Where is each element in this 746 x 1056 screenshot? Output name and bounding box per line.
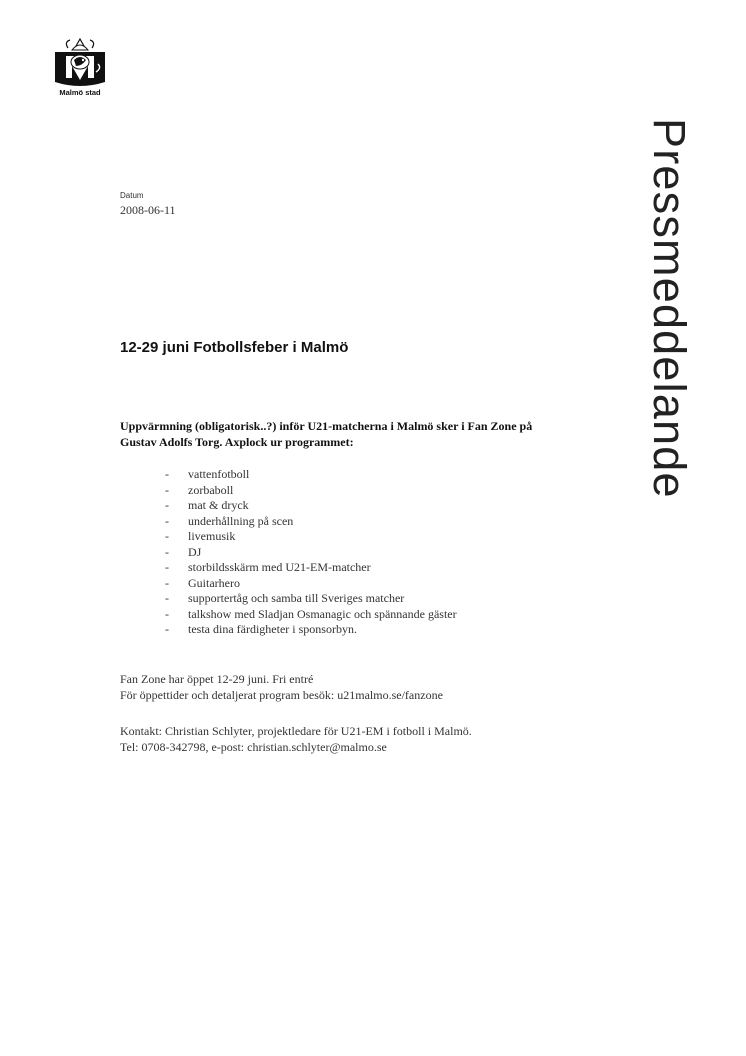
bullet-dash: - xyxy=(165,529,169,543)
bullet-dash: - xyxy=(165,467,169,481)
program-list xyxy=(165,467,457,638)
intro-paragraph: Uppvärmning (obligatorisk..?) inför U21-matcherna i Malmö sker i Fan Zone på Gustav Adolfs Torg. Axplock ur programmet: xyxy=(120,419,533,449)
list-item-text: livemusik xyxy=(188,529,236,543)
list-item-text: vattenfotboll xyxy=(188,467,250,481)
list-item xyxy=(165,483,457,499)
bullet-dash: - xyxy=(165,560,169,574)
list-item-text: testa dina färdigheter i sponsorbyn. xyxy=(188,622,357,636)
bullet-dash: - xyxy=(165,575,169,590)
list-item xyxy=(165,529,457,545)
logo-text: Malmö stad xyxy=(59,88,101,97)
list-item-text: Guitarhero xyxy=(188,575,240,590)
date-label: Datum xyxy=(120,191,144,200)
date-value: 2008-06-11 xyxy=(120,203,176,217)
list-item-text: storbildsskärm med U21-EM-matcher xyxy=(188,560,371,574)
malmo-coat-of-arms-icon xyxy=(52,38,108,88)
bullet-dash: - xyxy=(165,606,169,621)
list-item xyxy=(165,607,457,623)
list-item xyxy=(165,591,457,607)
opening-info xyxy=(120,671,443,703)
list-item xyxy=(165,576,457,592)
side-title-text: Pressmeddelande xyxy=(644,118,695,499)
list-item-text: zorbaboll xyxy=(188,482,234,497)
bullet-dash: - xyxy=(165,482,169,497)
bullet-dash: - xyxy=(165,544,169,559)
list-item-text: supportertåg och samba till Sveriges matcher xyxy=(188,591,405,605)
list-item xyxy=(165,622,457,638)
list-item xyxy=(165,545,457,561)
list-item xyxy=(165,498,457,514)
list-item-text: mat & dryck xyxy=(188,498,249,512)
list-item-text: underhållning på scen xyxy=(188,513,294,528)
contact-person-text: Kontakt: Christian Schlyter, projektledare för U21-EM i fotboll i Malmö. xyxy=(120,724,472,738)
list-item xyxy=(165,514,457,530)
list-item-text: talkshow med Sladjan Osmanagic och spännande gäster xyxy=(188,606,457,621)
opening-hours-text: Fan Zone har öppet 12-29 juni. Fri entré xyxy=(120,672,314,686)
contact-info xyxy=(120,723,472,755)
bullet-dash: - xyxy=(165,591,169,605)
contact-phone-email-text: Tel: 0708-342798, e-post: christian.schlyter@malmo.se xyxy=(120,740,387,754)
bullet-dash: - xyxy=(165,622,169,636)
bullet-dash: - xyxy=(165,513,169,528)
side-title-press-release xyxy=(636,118,702,558)
list-item xyxy=(165,467,457,483)
bullet-dash: - xyxy=(165,498,169,512)
headline: 12-29 juni Fotbollsfeber i Malmö xyxy=(120,339,349,356)
malmo-stad-logo xyxy=(52,38,108,100)
list-item-text: DJ xyxy=(188,544,202,559)
program-link-text: För öppettider och detaljerat program besök: u21malmo.se/fanzone xyxy=(120,688,443,702)
list-item xyxy=(165,560,457,576)
